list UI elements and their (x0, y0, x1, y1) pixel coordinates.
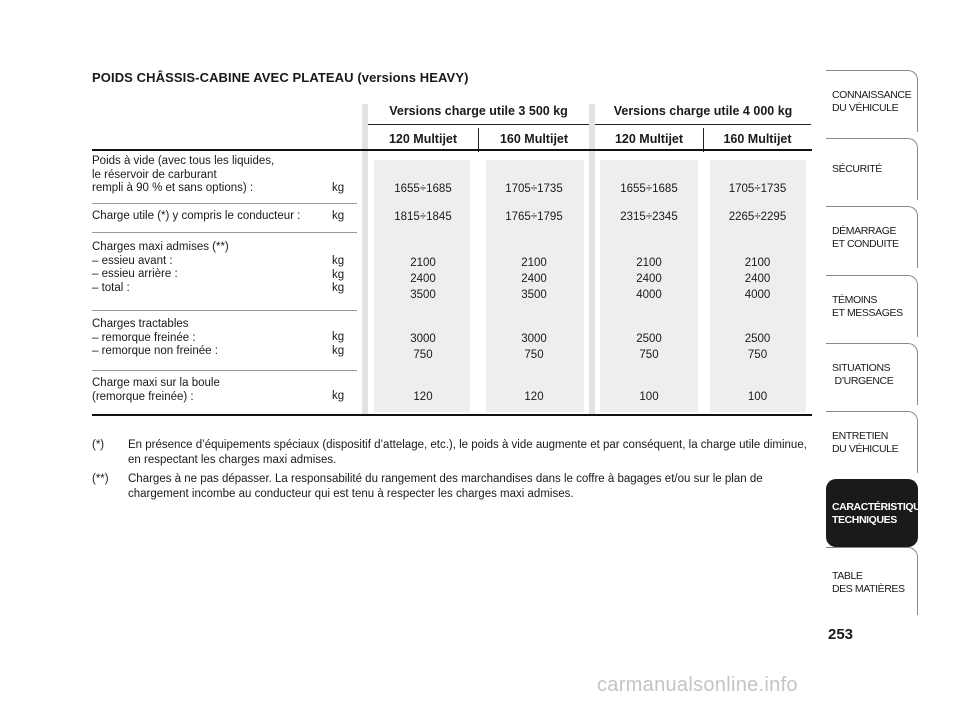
cell-value: 100 (747, 391, 768, 403)
tab-temoins[interactable]: TÉMOINS ET MESSAGES (826, 275, 918, 337)
page-title: POIDS CHÂSSIS-CABINE AVEC PLATEAU (versions HEAVY) (92, 70, 469, 85)
cell-value: 1655÷1685 (620, 183, 678, 195)
footnote-text: Charges à ne pas dépasser. La responsabilité du rangement des marchandises dans le coffre à bagages et/ou sur le plan de chargement incombe au conducteur qui est tenu à respecter les charges maxi admises. (128, 473, 763, 500)
cell-value: 2500 750 (636, 333, 662, 361)
row-divider (92, 232, 357, 233)
group-underline (368, 124, 589, 125)
cell-value: 2100 2400 4000 (636, 257, 662, 301)
group-header: Versions charge utile 4 000 kg (613, 104, 793, 118)
row-divider (92, 370, 357, 371)
column-header: 120 Multijet (388, 132, 458, 146)
cell-value: 1705÷1735 (505, 183, 563, 195)
row-divider (92, 203, 357, 204)
tab-demarrage[interactable]: DÉMARRAGE ET CONDUITE (826, 206, 918, 268)
tab-caracteristiques[interactable]: CARACTÉRISTIQUES TECHNIQUES (826, 479, 918, 547)
footnote (92, 472, 812, 502)
watermark: carmanualsonline.info (597, 674, 798, 696)
cell-value: 2100 2400 3500 (410, 257, 436, 301)
cell-value: 1815÷1845 (394, 211, 452, 223)
tab-entretien[interactable]: ENTRETIEN DU VÉHICULE (826, 411, 918, 473)
footnote-marker: (*) (92, 439, 105, 451)
cell-value: 1655÷1685 (394, 183, 452, 195)
row-divider (92, 310, 357, 311)
tab-table-matieres[interactable]: TABLE DES MATIÈRES (826, 547, 918, 615)
row-unit: kg (332, 210, 345, 222)
cell-value: 2100 2400 4000 (744, 257, 771, 301)
cell-value: 1705÷1735 (728, 183, 787, 195)
tab-securite[interactable]: SÉCURITÉ (826, 138, 918, 200)
row-label: Charges tractables – remorque freinée : – remorque non freinée : (92, 318, 218, 357)
footnote-marker: (**) (92, 473, 109, 485)
column-header: 120 Multijet (614, 132, 684, 146)
row-label: Charge maxi sur la boule (remorque freinée) : (92, 377, 220, 403)
footnote-text: En présence d’équipements spéciaux (dispositif d’attelage, etc.), le poids à vide augmente et par conséquent, la charge utile diminue, en respectant les charges maxi admises. (128, 439, 807, 466)
cell-value: 3000 750 (410, 333, 436, 361)
column-header: 160 Multijet (499, 132, 569, 146)
cell-value: 120 (524, 391, 544, 403)
page-number: 253 (828, 626, 854, 643)
tab-situations[interactable]: SITUATIONS D’URGENCE (826, 343, 918, 405)
row-unit: kg (332, 182, 345, 194)
table-bottom-rule (92, 414, 812, 416)
group-header: Versions charge utile 3 500 kg (389, 104, 568, 118)
cell-value: 2100 2400 3500 (521, 257, 547, 301)
row-label: Charges maxi admises (**) – essieu avant : – essieu arrière : – total : (92, 241, 229, 294)
footnotes (92, 438, 812, 506)
cell-value: 1765÷1795 (505, 211, 563, 223)
cell-value: 3000 750 (521, 333, 547, 361)
header-rule (92, 149, 812, 151)
cell-value: 2500 750 (744, 333, 771, 361)
row-label: Poids à vide (avec tous les liquides, le réservoir de carburant rempli à 90 % et sans options) : (92, 155, 275, 194)
footnote (92, 438, 812, 468)
row-unit: kg kg (332, 331, 345, 357)
cell-value: 100 (639, 391, 659, 403)
cell-value: 2265÷2295 (728, 211, 787, 223)
tab-connaissance[interactable]: CONNAISSANCE DU VÉHICULE (826, 70, 918, 132)
column-header: 160 Multijet (723, 132, 792, 146)
row-unit: kg (332, 390, 345, 402)
cell-value: 2315÷2345 (620, 211, 678, 223)
row-unit: kg kg kg (332, 255, 345, 294)
cell-value: 120 (413, 391, 433, 403)
row-label: Charge utile (*) y compris le conducteur : (92, 210, 301, 222)
group-underline (595, 124, 811, 125)
